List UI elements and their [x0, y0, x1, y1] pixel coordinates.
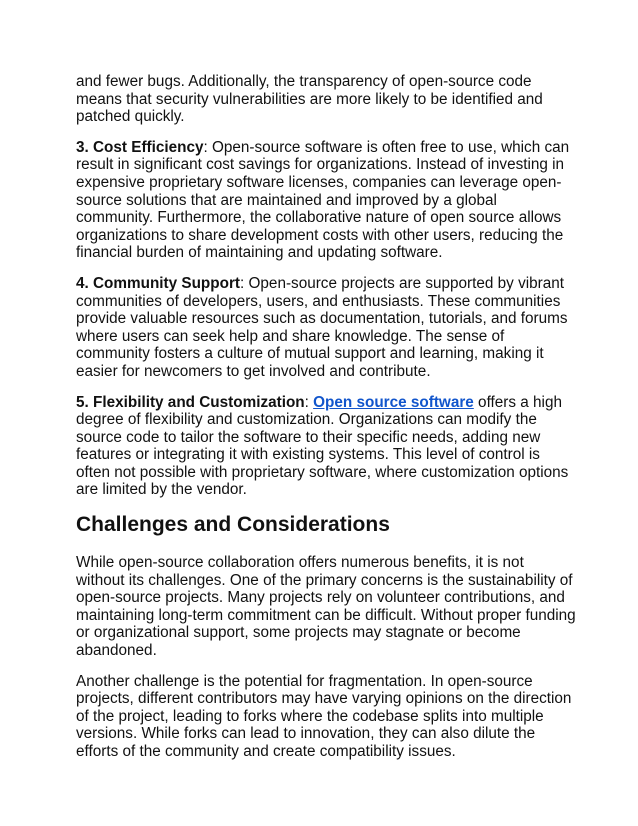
section-heading-challenges: Challenges and Considerations — [76, 513, 390, 537]
cost-efficiency-text: : Open-source software is often free to use, which can result in significant cost savings for organizations. Instead of investing in expensive proprietary software licenses, companies can leverage open-source solutions that are maintained and improved by a global community. Furthermore, the collaborative nature of open source allows organizations to share development costs with other users, reducing the financial burden of maintaining and updating software. — [76, 138, 570, 262]
flexibility-text: offers a high degree of flexibility and customization. Organizations can modify the source code to tailor the software to their specific needs, adding new features or integrating it with existing systems. This level of control is often not possible with proprietary software, where customization options are limited by the vendor. — [76, 393, 569, 499]
open-source-software-link[interactable]: Open source software — [313, 393, 474, 411]
paragraph-challenges-fragmentation: Another challenge is the potential for fragmentation. In open-source projects, different contributors may have varying opinions on the direction of the project, leading to forks where the codebase splits into multiple versions. While forks can lead to innovation, they can also dilute the efforts of the community and create compatibility issues. — [76, 672, 572, 760]
community-support-text: : Open-source projects are supported by vibrant communities of developers, users, and enthusiasts. These communities provide valuable resources such as documentation, tutorials, and forums where users can seek help and share knowledge. The sense of community fosters a culture of mutual support and learning, making it easier for newcomers to get involved and contribute. — [76, 274, 568, 380]
paragraph-cost-efficiency — [76, 139, 576, 262]
paragraph-security: and fewer bugs. Additionally, the transparency of open-source code means that security vulnerabilities are more likely to be identified and patched quickly. — [76, 73, 543, 126]
flexibility-heading: 5. Flexibility and Customization — [76, 393, 305, 411]
paragraph-challenges-sustainability: While open-source collaboration offers numerous benefits, it is not without its challenges. One of the primary concerns is the sustainability of open-source projects. Many projects rely on volunteer contributions, and maintaining long-term commitment can be difficult. Without proper funding or organizational support, some projects may stagnate or become abandoned. — [76, 554, 576, 660]
community-support-heading: 4. Community Support — [76, 274, 241, 292]
paragraph-flexibility — [76, 394, 576, 500]
cost-efficiency-heading: 3. Cost Efficiency — [76, 138, 204, 156]
document-page — [76, 73, 576, 774]
flexibility-separator: : — [304, 393, 314, 411]
paragraph-community-support — [76, 275, 576, 381]
